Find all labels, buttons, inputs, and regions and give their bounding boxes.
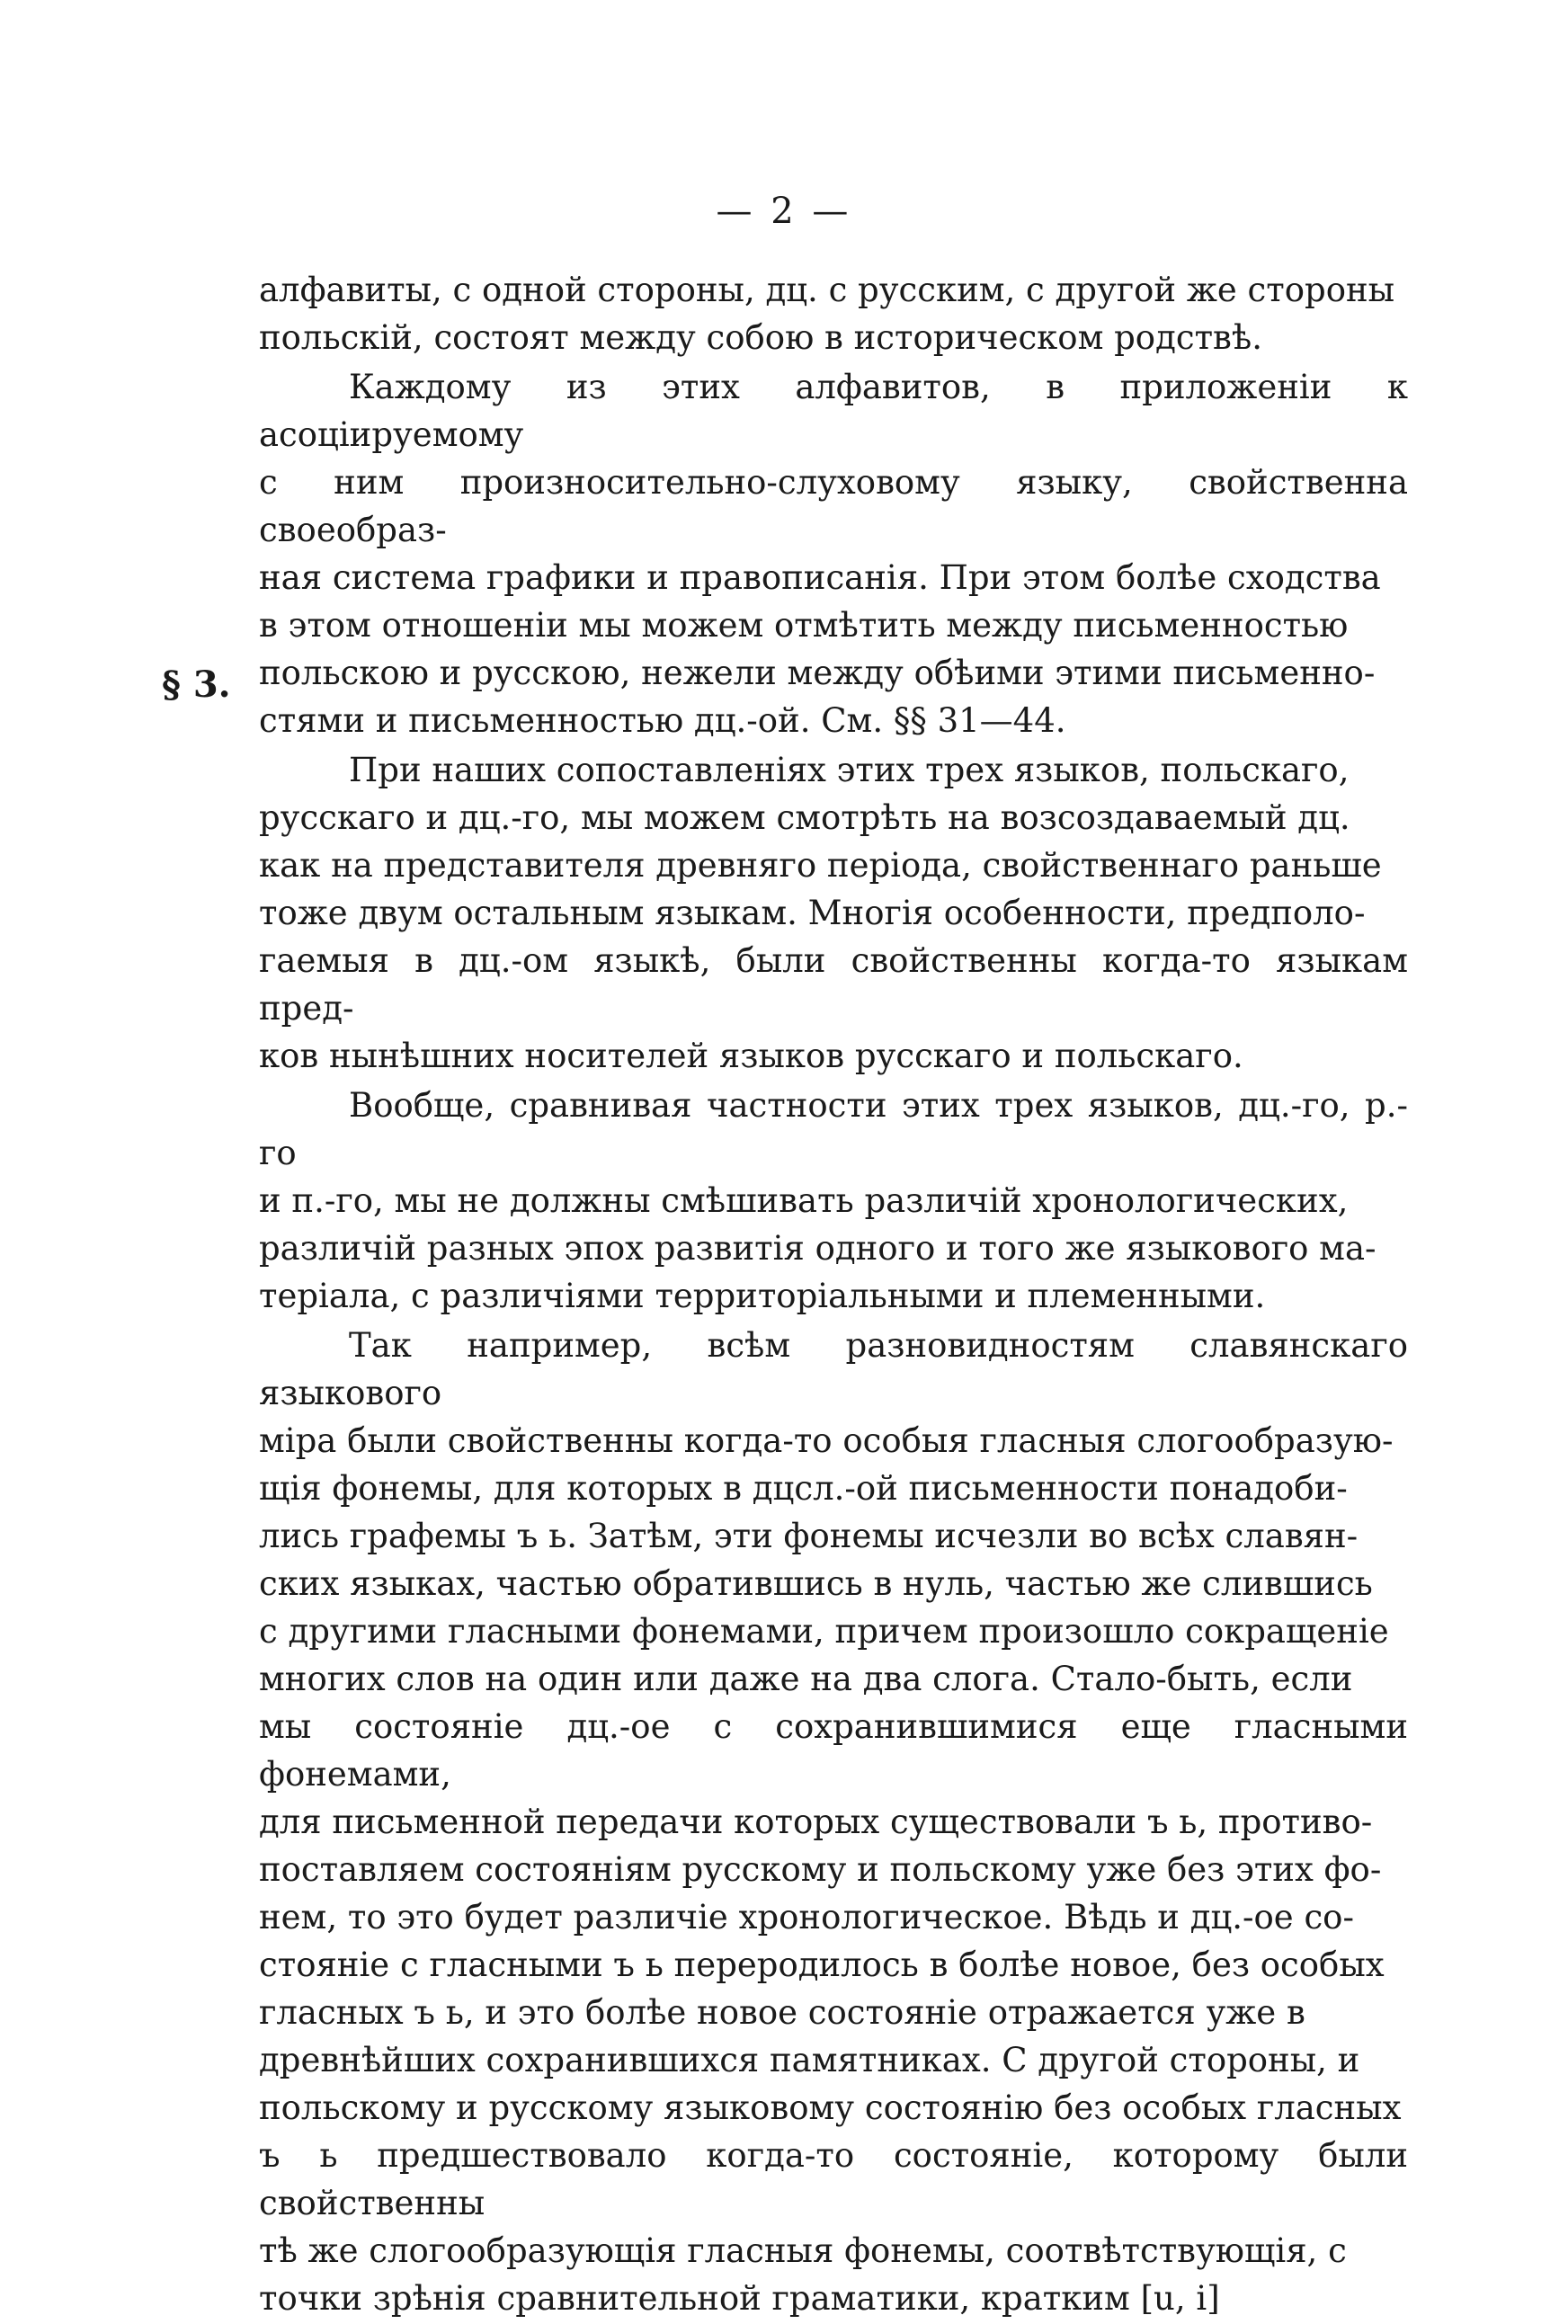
- paragraph-3-section-3: При наших сопоставленіях этих трех языков, польскаго, русскаго и дц.-го, мы можем смотрѣть на возсоздаваемый дц. как на представителя древняго періода, свойственнаго раньше тоже двум остальным языкам. Многія особенности, предполо- гаемыя в дц.-ом языкѣ, были свойственны когда-то языкам пред- ков нынѣшних носителей языков русскаго и польскаго.: [259, 751, 1408, 1075]
- paragraph-1: алфавиты, с одной стороны, дц. с русским, с другой же стороны польскій, состоят между собою в историческом родствѣ.: [259, 271, 1395, 357]
- paragraph-2: Каждому из этих алфавитов, в приложеніи к асоціируемому с ним произносительно-слуховому языку, свойственна своеобраз- ная система графики и правописанія. При этом болѣе сходства в этом отношеніи мы можем отмѣтить между письменностью польскою и русскою, нежели между обѣими этими письменно- стями и письменностью дц.-ой. См. §§ 31—44.: [259, 368, 1408, 740]
- paragraph-4: Вообще, сравнивая частности этих трех языков, дц.-го, р.-го и п.-го, мы не должны смѣшивать различій хронологических, различій разных эпох развитія одного и того же языкового ма- теріала, с различіями территоріальными и племенными.: [259, 1086, 1408, 1315]
- body-text: [259, 266, 1408, 2324]
- page-number: — 2 —: [716, 191, 852, 232]
- paragraph-5: Так например, всѣм разновидностям славянскаго языкового міра были свойственны когда-то особыя гласныя слогообразую- щія фонемы, для которых в дцсл.-ой письменности понадоби- лись графемы ъ ь. Затѣм, эти фонемы исчезли во всѣх славян- ских языках, частью обратившись в нуль, частью же слившись с другими гласными фонемами, причем произошло сокращеніе многих слов на один или даже на два слога. Стало-быть, если мы состояніе дц.-ое с сохранившимися еще гласными фонемами, для письменной передачи которых существовали ъ ь, противо- поставляем состояніям русскому и польскому уже без этих фо- нем, то это будет различіе хронологическое. Вѣдь и дц.-ое со- стояніе с гласными ъ ь переродилось в болѣе новое, без особых гласных ъ ь, и это болѣе новое состояніе отражается уже в древнѣйших сохранившихся памятниках. С другой стороны, и польскому и русскому языковому состоянію без особых гласных ъ ь предшествовало когда-то состояніе, которому были свойственны тѣ же слогообразующія гласныя фонемы, соотвѣтствующія, с точки зрѣнія сравнительной граматики, кратким [u, i]: [259, 1326, 1408, 2318]
- section-mark: § 3.: [162, 663, 231, 706]
